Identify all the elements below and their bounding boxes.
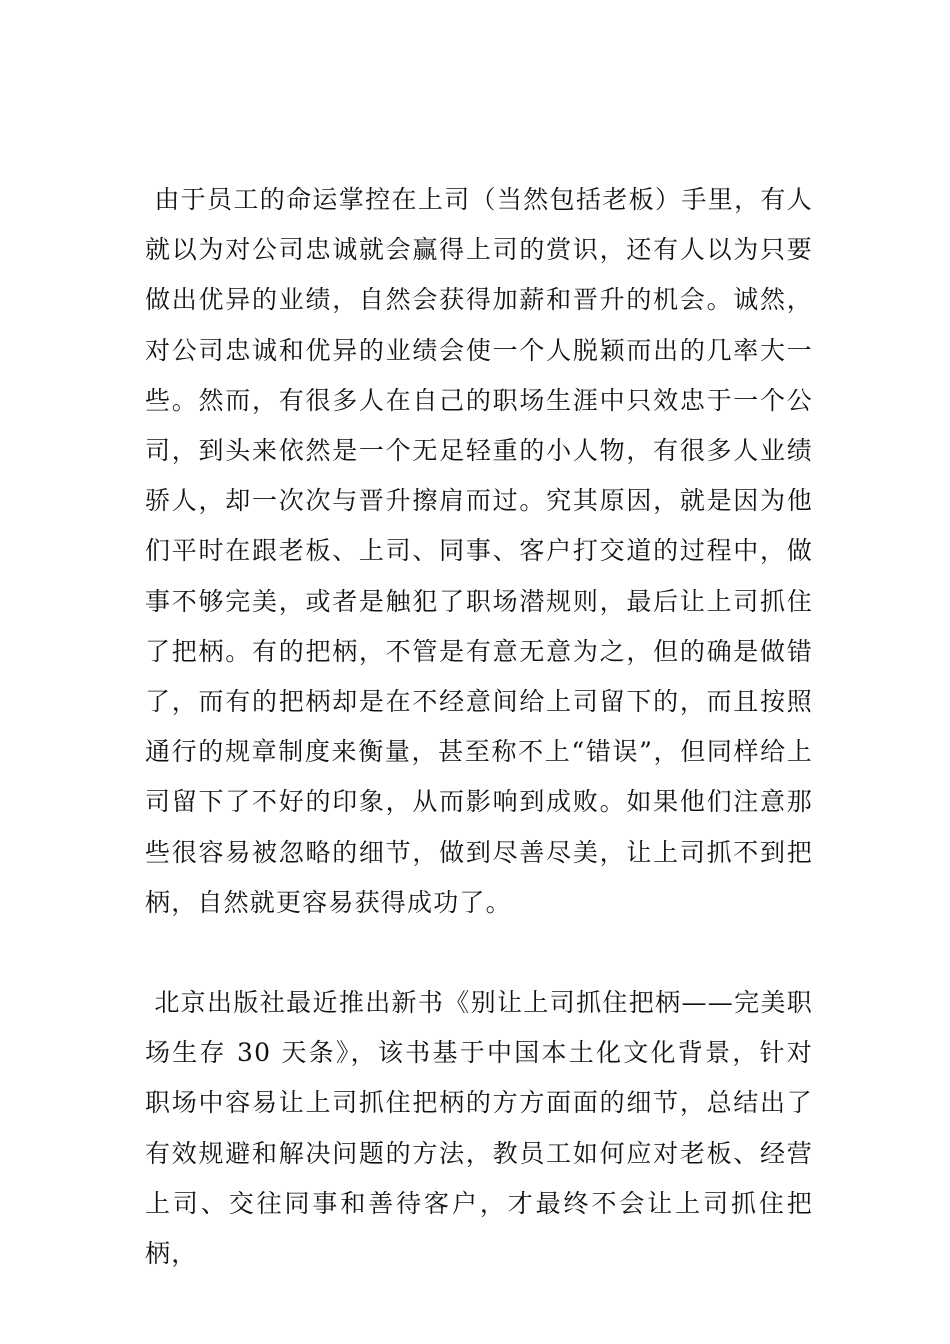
- paragraph-2: 北京出版社最近推出新书《别让上司抓住把柄——完美职场生存 30 天条》，该书基于中国本土化文化背景，针对职场中容易让上司抓住把柄的方方面面的细节，总结出了有效规避和解决问题的方法，教员工如何应对老板、经营上司、交往同事和善待客户，才最终不会让上司抓住把柄，: [145, 988, 813, 1269]
- document-body: [145, 175, 813, 1279]
- paragraph-1: 由于员工的命运掌控在上司（当然包括老板）手里，有人就以为对公司忠诚就会赢得上司的赏识，还有人以为只要做出优异的业绩，自然会获得加薪和晋升的机会。诚然，对公司忠诚和优异的业绩会使一个人脱颖而出的几率大一些。然而，有很多人在自己的职场生涯中只效忠于一个公司，到头来依然是一个无足轻重的小人物，有很多人业绩骄人，却一次次与晋升擦肩而过。究其原因，就是因为他们平时在跟老板、上司、同事、客户打交道的过程中，做事不够完美，或者是触犯了职场潜规则，最后让上司抓住了把柄。有的把柄，不管是有意无意为之，但的确是做错了，而有的把柄却是在不经意间给上司留下的，而且按照通行的规章制度来衡量，甚至称不上“错误”，但同样给上司留下了不好的印象，从而影响到成败。如果他们注意那些很容易被忽略的细节，做到尽善尽美，让上司抓不到把柄，自然就更容易获得成功了。: [145, 185, 813, 917]
